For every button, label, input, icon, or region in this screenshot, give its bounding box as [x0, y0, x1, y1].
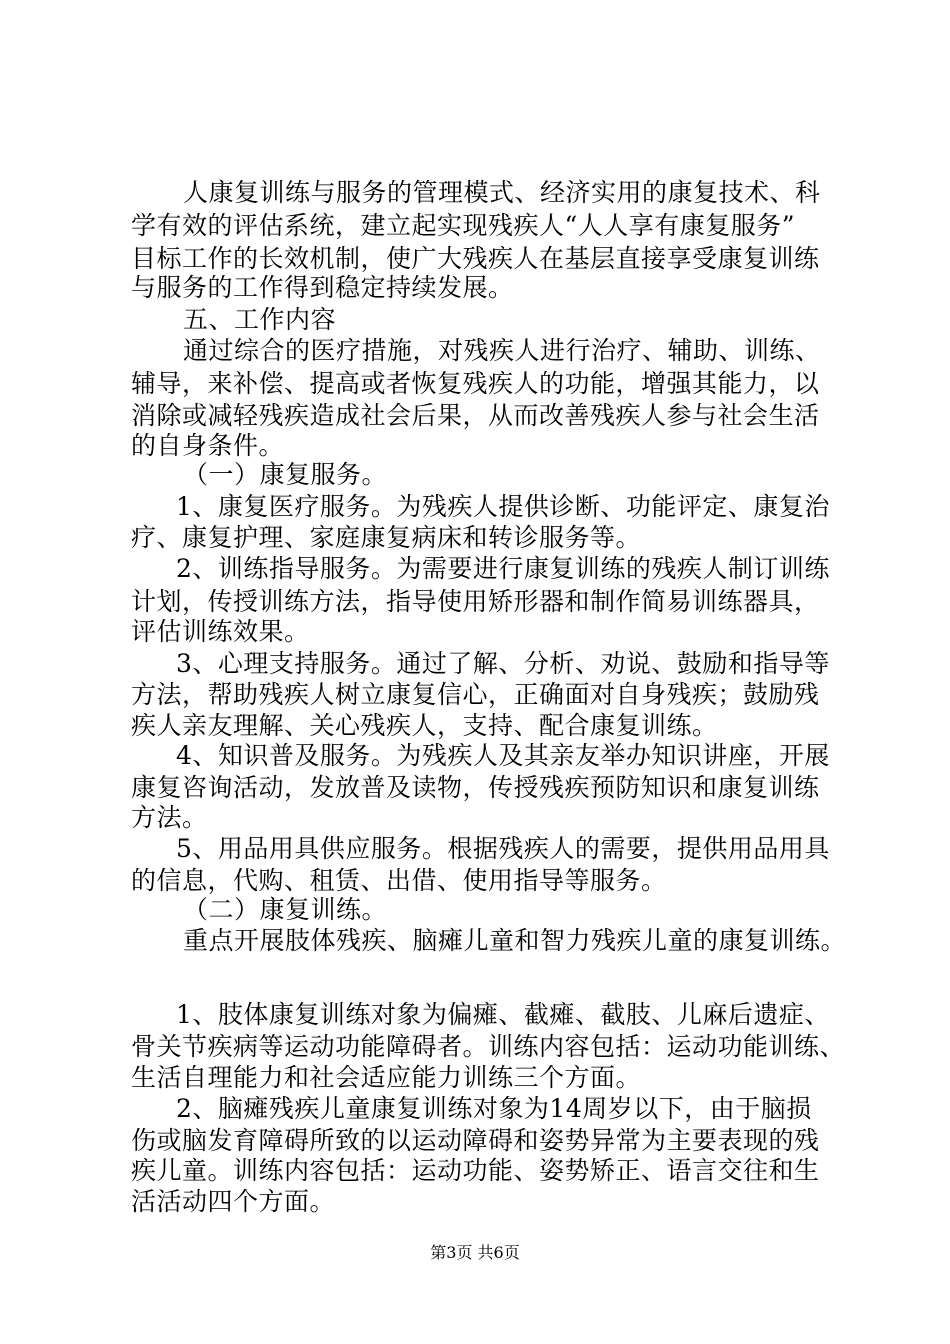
paragraph-line: 的信息，代购、租赁、出借、使用指导等服务。 [131, 866, 667, 895]
section-heading: 五、工作内容 [183, 305, 337, 334]
paragraph-line: 疾儿童。训练内容包括：运动功能、姿势矫正、语言交往和生 [131, 1156, 820, 1185]
paragraph-line: 生活自理能力和社会适应能力训练三个方面。 [131, 1063, 642, 1092]
paragraph-line: 方法，帮助残疾人树立康复信心，正确面对自身残疾；鼓励残 [131, 680, 820, 709]
paragraph-line: 2、脑瘫残疾儿童康复训练对象为14周岁以下，由于脑损 [176, 1094, 812, 1123]
paragraph-line: 骨关节疾病等运动功能障碍者。训练内容包括：运动功能训练、 [131, 1032, 846, 1061]
page-number-footer: 第3页 共6页 [430, 1243, 520, 1262]
paragraph-line: 2、训练指导服务。为需要进行康复训练的残疾人制订训练 [176, 554, 830, 583]
paragraph-line: 与服务的工作得到稳定持续发展。 [131, 273, 514, 302]
paragraph-line: 通过综合的医疗措施，对残疾人进行治疗、辅助、训练、 [183, 336, 821, 365]
paragraph-line: 疾人亲友理解、关心残疾人，支持、配合康复训练。 [131, 711, 718, 740]
paragraph-line: 消除或减轻残疾造成社会后果，从而改善残疾人参与社会生活 [131, 401, 820, 430]
paragraph-line: 伤或脑发育障碍所致的以运动障碍和姿势异常为主要表现的残 [131, 1126, 820, 1155]
paragraph-line: 3、心理支持服务。通过了解、分析、劝说、鼓励和指导等 [176, 649, 830, 678]
paragraph-line: 评估训练效果。 [131, 617, 310, 646]
paragraph-line: 活活动四个方面。 [131, 1187, 336, 1216]
paragraph-line: 1、康复医疗服务。为残疾人提供诊断、功能评定、康复治 [176, 492, 830, 521]
paragraph-line: 方法。 [131, 803, 208, 832]
paragraph-line: 疗、康复护理、家庭康复病床和转诊服务等。 [131, 523, 642, 552]
paragraph-line: 的自身条件。 [131, 431, 285, 460]
subsection-heading: （二）康复训练。 [183, 895, 388, 924]
paragraph-line: 重点开展肢体残疾、脑瘫儿童和智力残疾儿童的康复训练。 [183, 926, 847, 955]
paragraph-line: 1、肢体康复训练对象为偏瘫、截瘫、截肢、儿麻后遗症、 [176, 1000, 830, 1029]
paragraph-line: 康复咨询活动，发放普及读物，传授残疾预防知识和康复训练 [131, 773, 820, 802]
paragraph-line: 4、知识普及服务。为残疾人及其亲友举办知识讲座，开展 [176, 741, 830, 770]
paragraph-line: 计划，传授训练方法，指导使用矫形器和制作简易训练器具， [131, 587, 820, 616]
paragraph-line: 人康复训练与服务的管理模式、经济实用的康复技术、科 [183, 178, 821, 207]
paragraph-line: 学有效的评估系统，建立起实现残疾人“人人享有康复服务” [131, 211, 796, 240]
paragraph-line: 辅导，来补偿、提高或者恢复残疾人的功能，增强其能力，以 [131, 369, 820, 398]
paragraph-line: 5、用品用具供应服务。根据残疾人的需要，提供用品用具 [176, 834, 830, 863]
subsection-heading: （一）康复服务。 [183, 460, 388, 489]
paragraph-line: 目标工作的长效机制，使广大残疾人在基层直接享受康复训练 [131, 244, 820, 273]
